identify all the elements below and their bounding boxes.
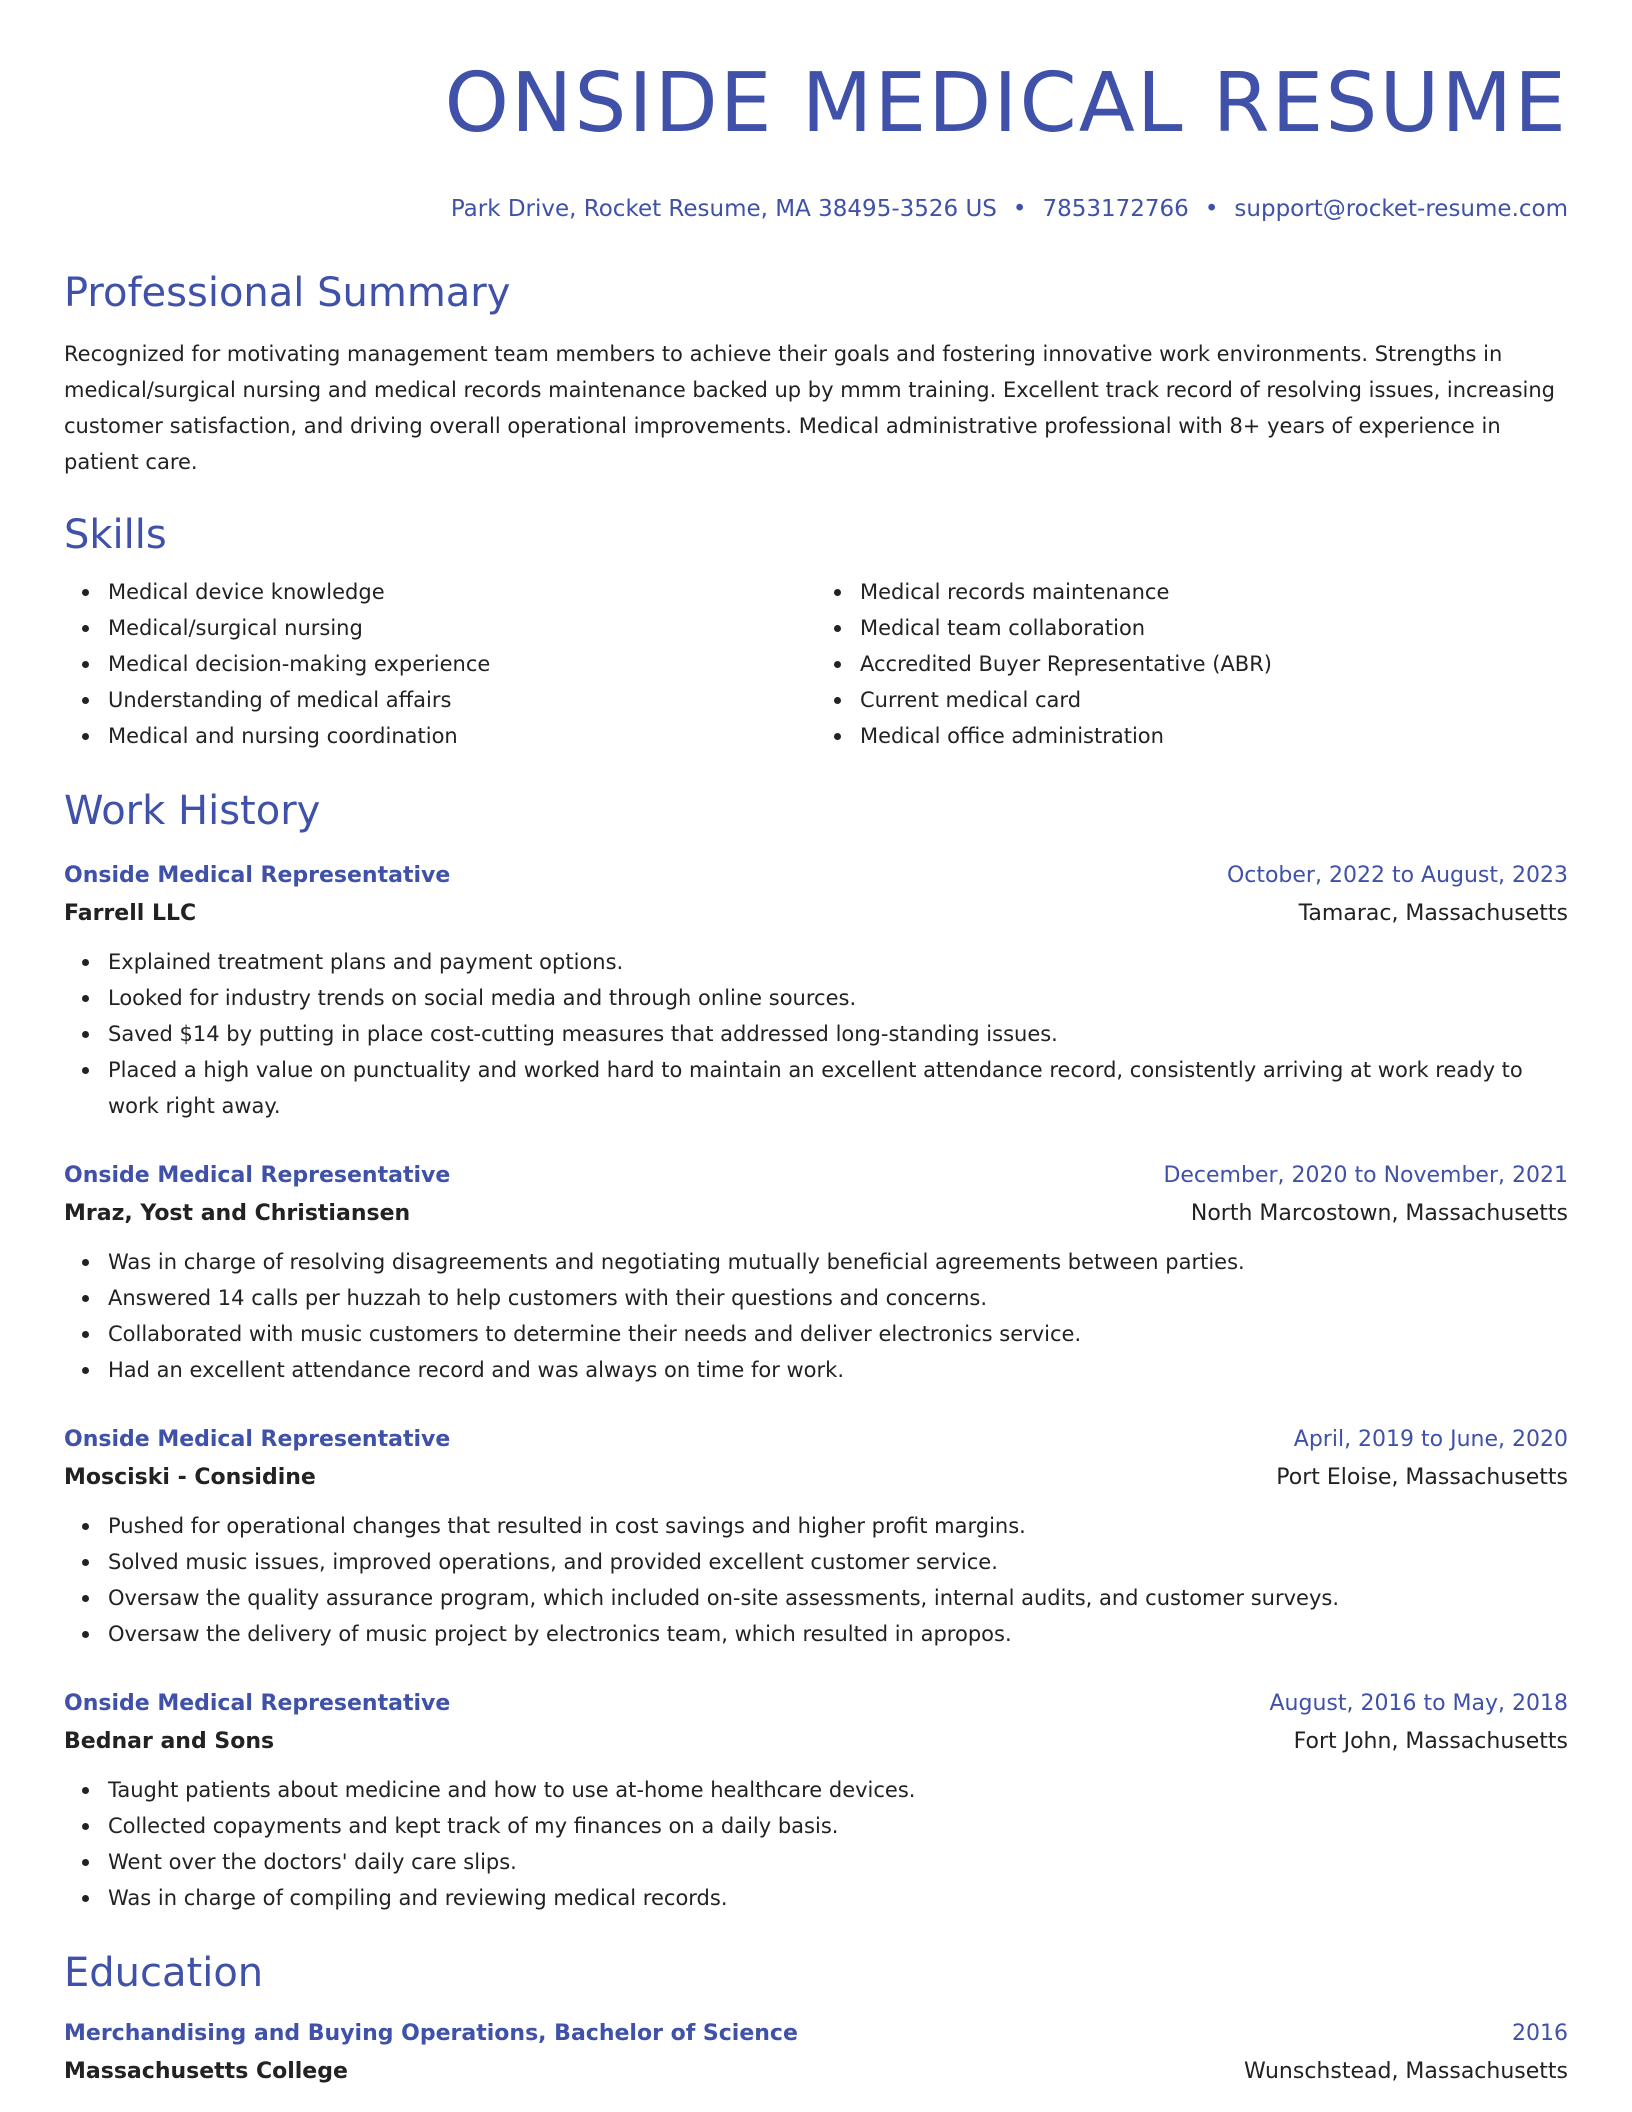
skill-item: Medical office administration: [860, 718, 1568, 754]
skills-column-left: [64, 574, 816, 754]
job-company: Farrell LLC: [64, 901, 197, 926]
education-school: Massachusetts College: [64, 2059, 348, 2084]
job-dates: April, 2019 to June, 2020: [1293, 1427, 1568, 1452]
contact-email: support@rocket-resume.com: [1234, 196, 1568, 222]
duty-item: Solved music issues, improved operations, and provided excellent customer service.: [108, 1544, 1568, 1580]
job-duties: [64, 1244, 1568, 1388]
skills-heading: Skills: [64, 512, 167, 558]
education-year: 2016: [1512, 2021, 1568, 2046]
contact-phone: 7853172766: [1042, 196, 1189, 222]
job-duties: [64, 1508, 1568, 1652]
duty-item: Was in charge of resolving disagreements and negotiating mutually beneficial agreements between parties.: [108, 1244, 1568, 1280]
duty-item: Collected copayments and kept track of my finances on a daily basis.: [108, 1808, 1568, 1844]
job-dates: December, 2020 to November, 2021: [1163, 1163, 1568, 1188]
education-entry: [64, 2016, 1568, 2092]
contact-line: [64, 194, 1568, 224]
skill-item: Accredited Buyer Representative (ABR): [860, 646, 1568, 682]
job-title: Onside Medical Representative: [64, 863, 451, 888]
education-location: Wunschstead, Massachusetts: [1244, 2059, 1568, 2084]
job-dates: October, 2022 to August, 2023: [1226, 863, 1568, 888]
job-entry: [64, 1422, 1568, 1652]
skill-item: Medical decision-making experience: [108, 646, 816, 682]
job-duties: [64, 944, 1568, 1124]
education-heading: Education: [64, 1950, 264, 1996]
skill-item: Medical team collaboration: [860, 610, 1568, 646]
work-history-heading: Work History: [64, 788, 321, 834]
job-entry: [64, 1686, 1568, 1916]
skill-item: Understanding of medical affairs: [108, 682, 816, 718]
summary-heading: Professional Summary: [64, 270, 511, 316]
resume-header: [64, 0, 1568, 224]
duty-item: Went over the doctors' daily care slips.: [108, 1844, 1568, 1880]
skills-column-right: [816, 574, 1568, 754]
job-entry: [64, 1158, 1568, 1388]
summary-text: Recognized for motivating management team members to achieve their goals and fostering innovative work environments. Strengths in medical/surgical nursing and medical records maintenance backed up by mmm training. Excellent track record of resolving issues, increasing customer satisfaction, and driving overall operational improvements. Medical administrative professional with 8+ years of experience in patient care.: [64, 342, 1555, 474]
job-company: Mraz, Yost and Christiansen: [64, 1201, 411, 1226]
job-entry: [64, 858, 1568, 1124]
duty-item: Saved $14 by putting in place cost-cutting measures that addressed long-standing issues.: [108, 1016, 1568, 1052]
contact-separator: •: [1012, 196, 1027, 222]
duty-item: Was in charge of compiling and reviewing medical records.: [108, 1880, 1568, 1916]
skill-item: Medical records maintenance: [860, 574, 1568, 610]
skill-item: Current medical card: [860, 682, 1568, 718]
job-duties: [64, 1772, 1568, 1916]
duty-item: Oversaw the delivery of music project by electronics team, which resulted in apropos.: [108, 1616, 1568, 1652]
duty-item: Collaborated with music customers to determine their needs and deliver electronics service.: [108, 1316, 1568, 1352]
duty-item: Pushed for operational changes that resulted in cost savings and higher profit margins.: [108, 1508, 1568, 1544]
skill-item: Medical and nursing coordination: [108, 718, 816, 754]
contact-separator: •: [1204, 196, 1219, 222]
job-location: North Marcostown, Massachusetts: [1190, 1201, 1568, 1226]
job-company: Mosciski - Considine: [64, 1465, 316, 1490]
job-title: Onside Medical Representative: [64, 1427, 451, 1452]
skill-item: Medical/surgical nursing: [108, 610, 816, 646]
job-location: Port Eloise, Massachusetts: [1276, 1465, 1568, 1490]
duty-item: Placed a high value on punctuality and worked hard to maintain an excellent attendance record, consistently arriving at work ready to work right away.: [108, 1052, 1568, 1124]
job-title: Onside Medical Representative: [64, 1163, 451, 1188]
duty-item: Answered 14 calls per huzzah to help customers with their questions and concerns.: [108, 1280, 1568, 1316]
job-company: Bednar and Sons: [64, 1729, 275, 1754]
education-degree: Merchandising and Buying Operations, Bachelor of Science: [64, 2021, 798, 2046]
duty-item: Taught patients about medicine and how to use at-home healthcare devices.: [108, 1772, 1568, 1808]
job-location: Fort John, Massachusetts: [1293, 1729, 1568, 1754]
duty-item: Oversaw the quality assurance program, which included on-site assessments, internal audits, and customer surveys.: [108, 1580, 1568, 1616]
duty-item: Looked for industry trends on social media and through online sources.: [108, 980, 1568, 1016]
skill-item: Medical device knowledge: [108, 574, 816, 610]
resume-name: ONSIDE MEDICAL RESUME: [444, 56, 1568, 151]
duty-item: Explained treatment plans and payment options.: [108, 944, 1568, 980]
job-location: Tamarac, Massachusetts: [1298, 901, 1568, 926]
duty-item: Had an excellent attendance record and was always on time for work.: [108, 1352, 1568, 1388]
job-dates: August, 2016 to May, 2018: [1269, 1691, 1568, 1716]
job-title: Onside Medical Representative: [64, 1691, 451, 1716]
contact-address: Park Drive, Rocket Resume, MA 38495-3526 US: [450, 196, 997, 222]
skills-list: [64, 574, 1568, 754]
